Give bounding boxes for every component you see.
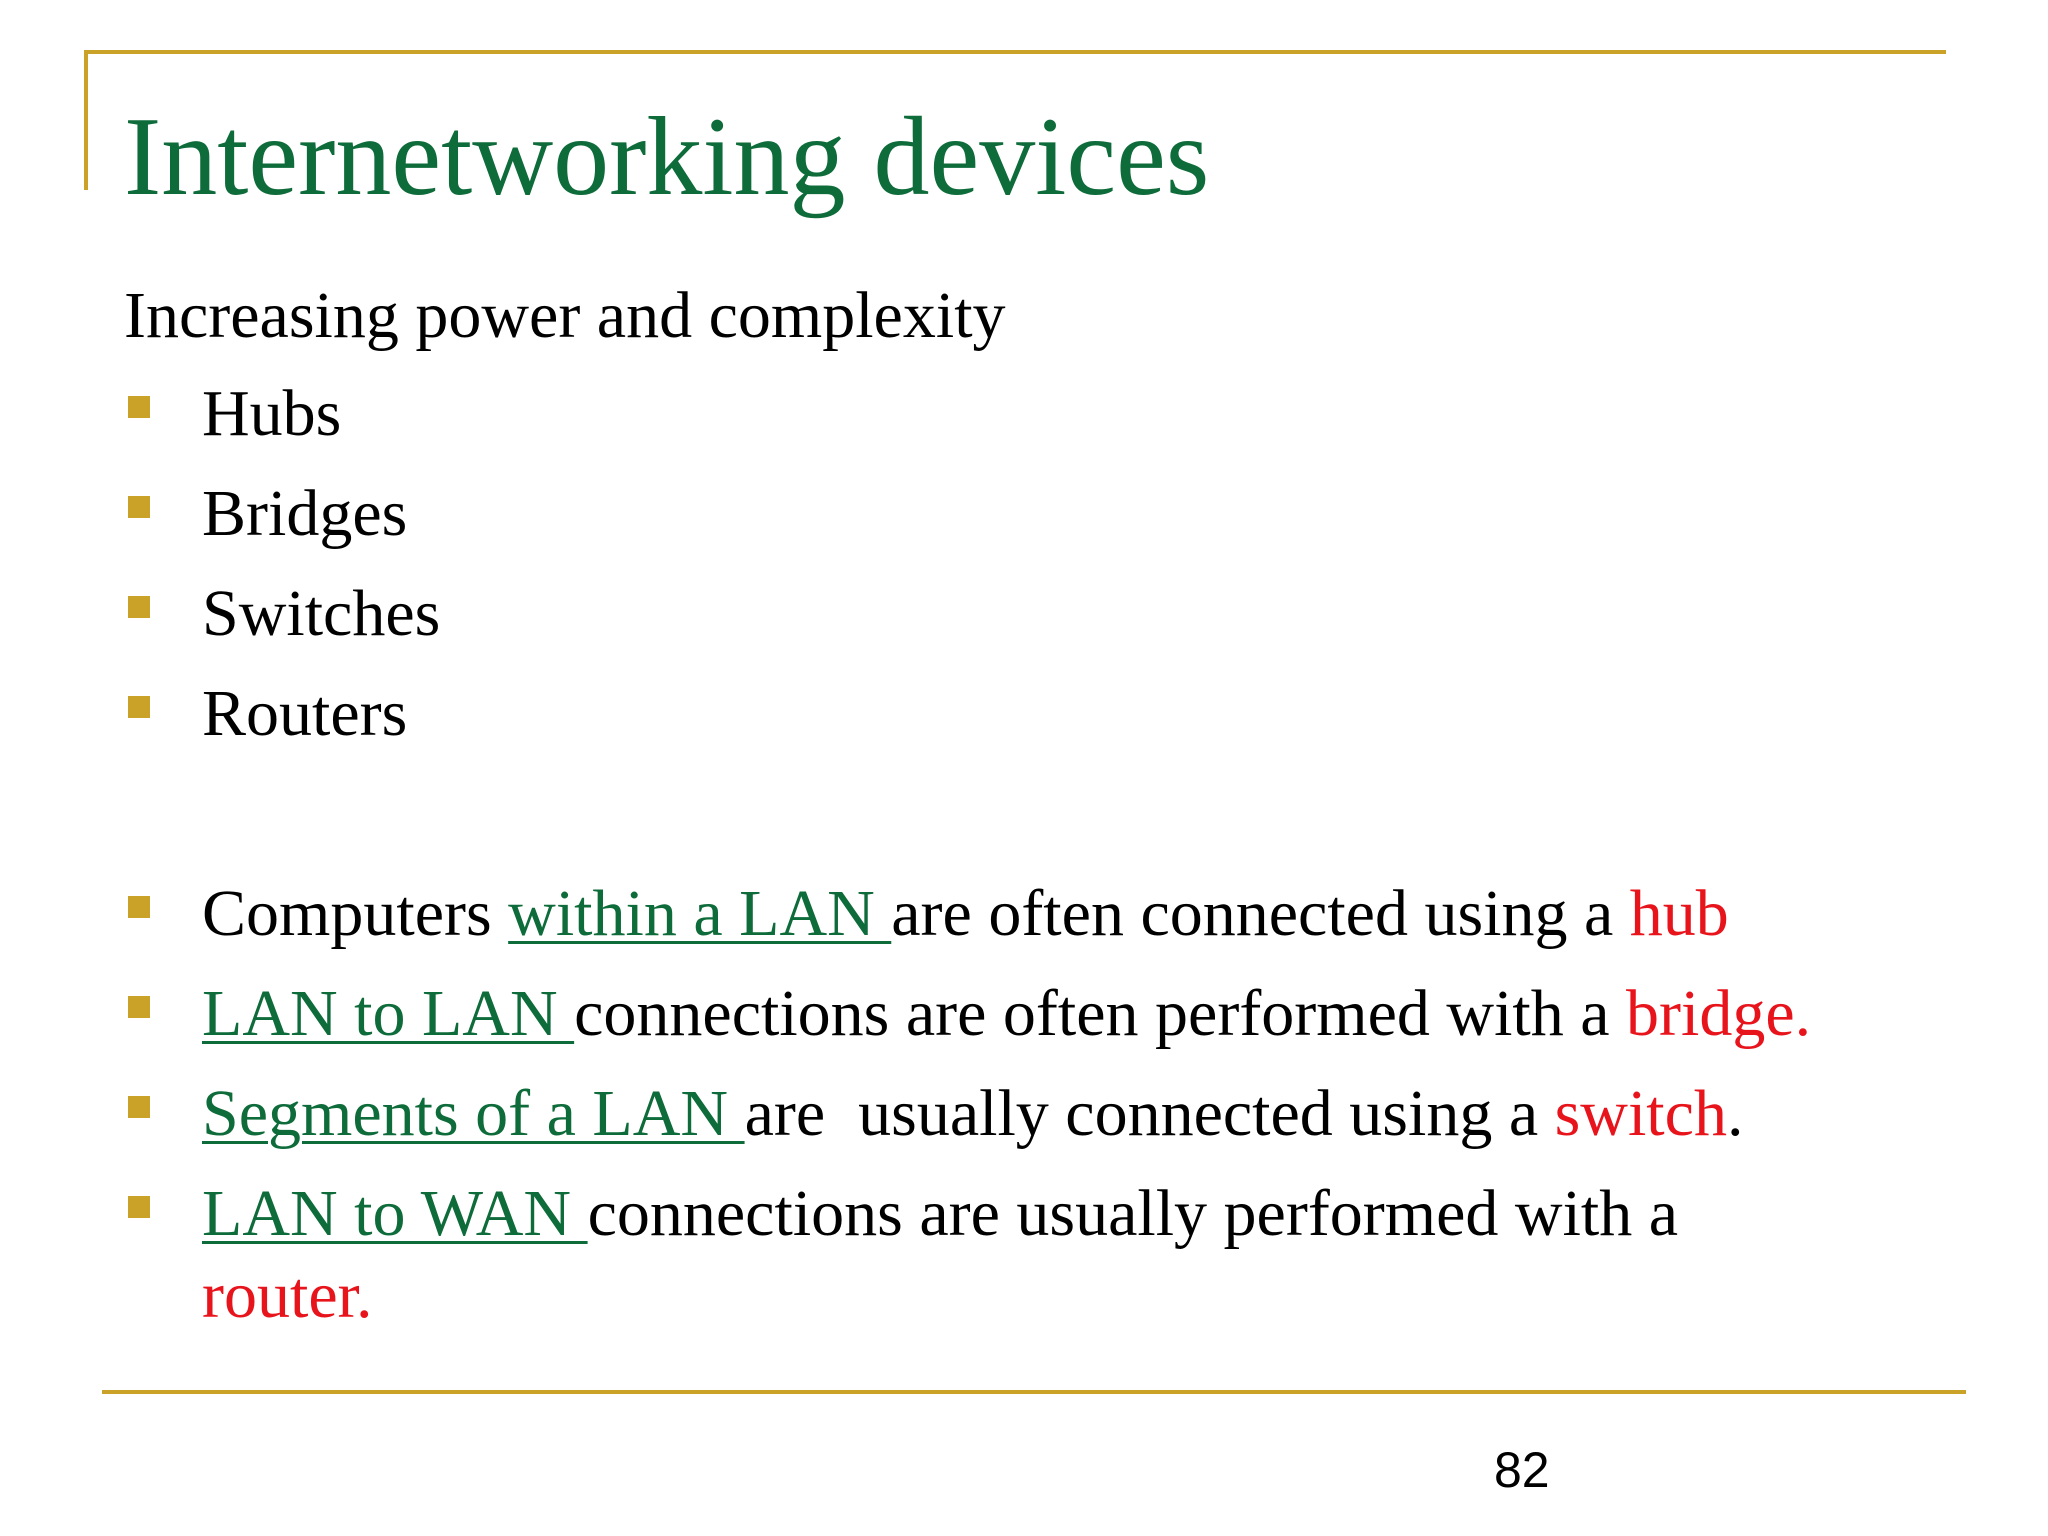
statement-text <box>202 1074 1743 1154</box>
statement-text <box>202 1174 1678 1254</box>
left-rule <box>84 50 88 190</box>
subtitle: Increasing power and complexity <box>124 279 1006 352</box>
statement-device: hub <box>1629 877 1729 950</box>
bullet-square-icon <box>128 896 150 918</box>
list-item-label: Routers <box>202 677 408 750</box>
statement-mid: connections are often performed with a <box>574 977 1627 1050</box>
statement-continuation-text <box>202 1256 372 1336</box>
statement-post: . <box>1726 1077 1744 1150</box>
list-item-label: Switches <box>202 577 441 650</box>
statement-mid: are often connected using a <box>891 877 1630 950</box>
list-item-label: Hubs <box>202 377 342 450</box>
statement-device: switch <box>1554 1077 1727 1150</box>
bullet-square-icon <box>128 696 150 718</box>
bottom-rule <box>102 1390 1966 1394</box>
top-rule <box>84 50 1946 54</box>
list-item-label: Bridges <box>202 477 408 550</box>
statement-link: LAN to LAN <box>202 977 575 1050</box>
statement-device: router. <box>202 1259 373 1332</box>
statement-mid: are usually connected using a <box>744 1077 1555 1150</box>
statement-text <box>202 974 1811 1054</box>
statement-link: LAN to WAN <box>202 1177 588 1250</box>
statement-link: within a LAN <box>508 877 892 950</box>
statement-mid: connections are usually performed with a <box>587 1177 1679 1250</box>
bullet-square-icon <box>128 1196 150 1218</box>
bullet-square-icon <box>128 996 150 1018</box>
bullet-square-icon <box>128 1096 150 1118</box>
statement-device: bridge. <box>1626 977 1812 1050</box>
statement-text <box>202 874 1729 954</box>
bullet-square-icon <box>128 596 150 618</box>
statement-pre: Computers <box>202 877 509 950</box>
statement-link: Segments of a LAN <box>202 1077 745 1150</box>
bullet-square-icon <box>128 496 150 518</box>
bullet-square-icon <box>128 396 150 418</box>
page-number: 82 <box>1494 1442 1550 1498</box>
slide-title: Internetworking devices <box>124 95 1210 219</box>
